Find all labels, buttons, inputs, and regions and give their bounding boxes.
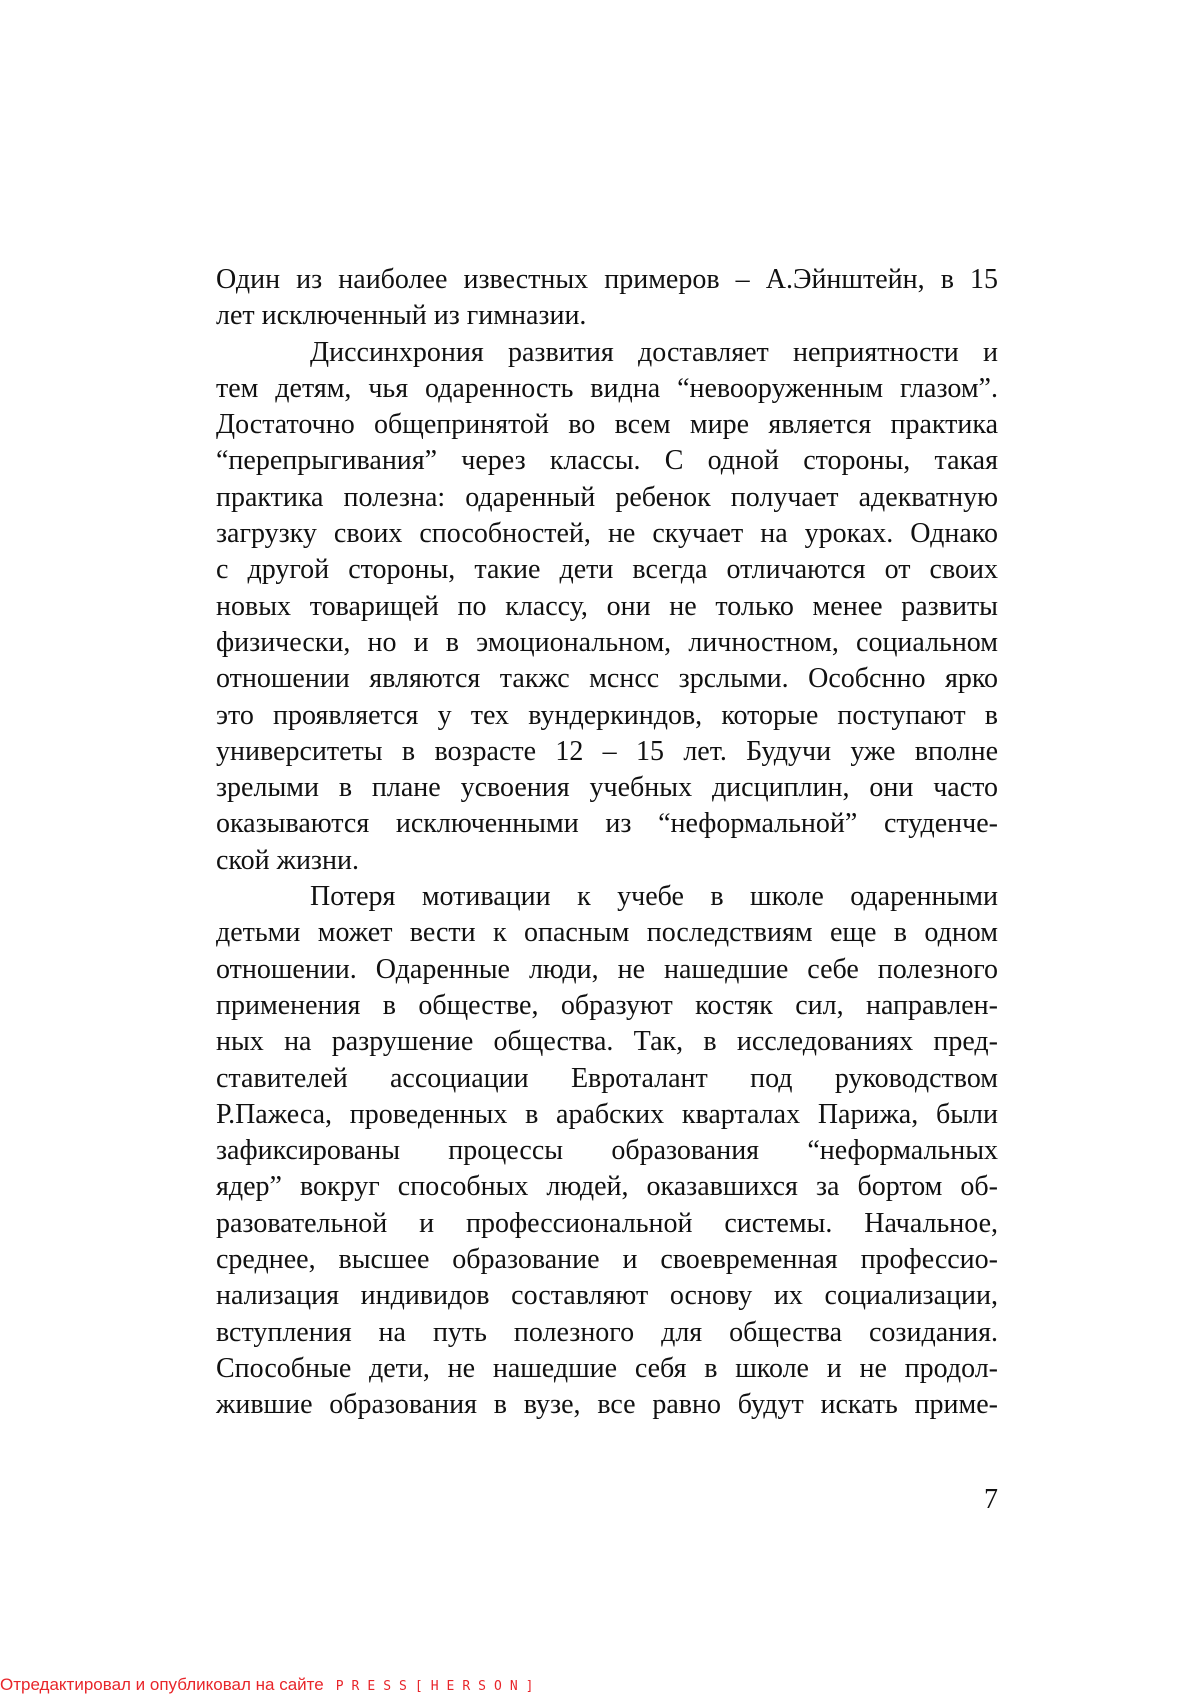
text-line: зафиксированы процессы образования “неформальных: [216, 1135, 998, 1167]
page-number: 7: [984, 1484, 998, 1515]
text-line: лет исключенный из гимназии.: [216, 300, 587, 332]
text-line: с другой стороны, такие дети всегда отличаются от своих: [216, 554, 998, 586]
text-line: нализация индивидов составляют основу их социализации,: [216, 1280, 998, 1312]
text-line: Потеря мотивации к учебе в школе одаренными: [310, 881, 998, 913]
text-line: тем детям, чья одаренность видна “невооруженным глазом”.: [216, 372, 998, 404]
text-line: ядер” вокруг способных людей, оказавшихся за бортом об-: [216, 1171, 998, 1203]
text-line: Один из наиболее известных примеров – А.Эйнштейн, в 15: [216, 264, 998, 295]
text-line: загрузку своих способностей, не скучает на уроках. Однако: [216, 518, 998, 550]
text-line: применения в обществе, образуют костяк сил, направлен-: [216, 989, 998, 1021]
text-line: вступления на путь полезного для общества созидания.: [216, 1316, 998, 1348]
text-line: оказываются исключенными из “неформальной” студенче-: [216, 808, 998, 840]
text-line: практика полезна: одаренный ребенок получает адекватную: [216, 481, 998, 513]
text-line: “перепрыгивания” через классы. С одной стороны, такая: [216, 445, 998, 477]
text-line: университеты в возрасте 12 – 15 лет. Будучи уже вполне: [216, 735, 998, 767]
text-line: ской жизни.: [216, 844, 359, 876]
text-line: среднее, высшее образование и своевременная профессио-: [216, 1244, 998, 1276]
text-line: зрелыми в плане усвоения учебных дисциплин, они часто: [216, 772, 998, 804]
text-line: физически, но и в эмоциональном, личностном, социальном: [216, 626, 998, 658]
footer-credit: [0, 1674, 541, 1696]
footer-site-link[interactable]: PRESS[HERSON]: [335, 1679, 542, 1694]
text-line: отношении являются такжс мснсс зрслыми. Особснно ярко: [216, 663, 998, 695]
text-line: отношении. Одаренные люди, не нашедшие себе полезного: [216, 953, 998, 985]
text-line: Способные дети, не нашедшие себя в школе и не продол-: [216, 1352, 998, 1384]
body-text: [216, 262, 998, 1424]
text-line: ных на разрушение общества. Так, в исследованиях пред-: [216, 1026, 998, 1058]
footer-text: Отредактировал и опубликовал на сайте: [0, 1675, 324, 1694]
text-line: Р.Пажеса, проведенных в арабских кварталах Парижа, были: [216, 1098, 998, 1130]
text-line: детьми может вести к опасным последствиям еще в одном: [216, 917, 998, 949]
text-line: это проявляется у тех вундеркиндов, которые поступают в: [216, 699, 998, 731]
text-line: ставителей ассоциации Евроталант под руководством: [216, 1062, 998, 1094]
text-line: жившие образования в вузе, все равно будут искать приме-: [216, 1389, 998, 1421]
text-line: Диссинхрония развития доставляет неприятности и: [310, 336, 998, 368]
text-line: разовательной и профессиональной системы. Начальное,: [216, 1207, 998, 1239]
text-line: новых товарищей по классу, они не только менее развиты: [216, 590, 998, 622]
text-line: Достаточно общепринятой во всем мире является практика: [216, 409, 998, 441]
